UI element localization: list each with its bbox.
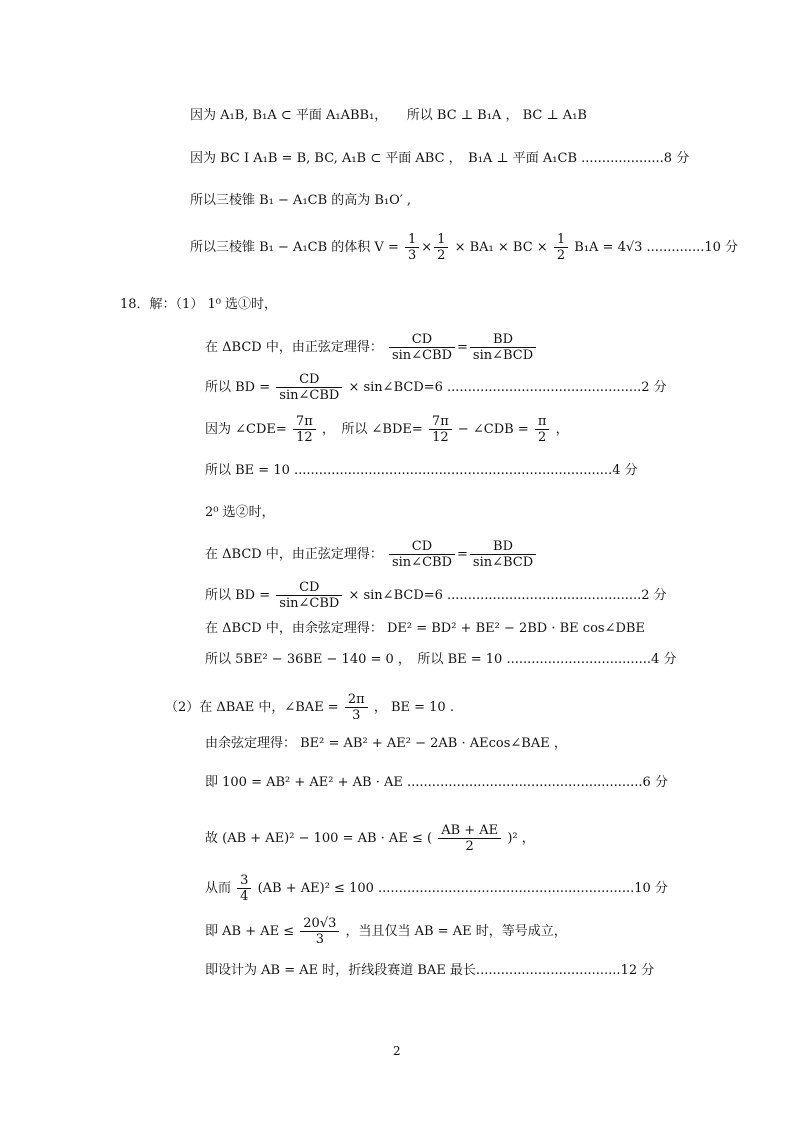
part2-bound: 即 AB + AE ≤ $\frac{20√3}{3}$ ，当且仅当 AB = AE 时，等号成立， (205, 916, 567, 947)
frac-cd-sin-cbd-2: $\frac{CD}{\text{sin∠CBD}}$ (276, 372, 342, 403)
part2-inequality: 故 (AB + AE)² − 100 = AB · AE ≤ ( $\frac{AB + AE}{2}$ )² ， (205, 823, 535, 854)
volume-post: × BA₁ × BC × (454, 240, 548, 255)
line-perp-plane: 因为 BC I A₁B = B, BC, A₁B ⊂ 平面 ABC ， B₁A ⊥ 平面 A₁CB ....................8 分 (190, 151, 690, 166)
case2-be: 所以 5BE² − 36BE − 140 = 0 ， 所以 BE = 10 ...................................4 分 (205, 652, 677, 667)
case2-heading: 2⁰ 选②时， (205, 505, 275, 520)
frac-one-third: $\frac{1}{3}$ (405, 232, 419, 263)
frac-cd-sin-cbd: $\frac{CD}{\text{sin∠CBD}}$ (389, 332, 455, 363)
case1-angles: 因为 ∠CDE= $\frac{7\pi}{12}$ ， 所以 ∠BDE= $\frac{7\pi}{12}$ − ∠CDB = $\frac{\pi}{2}$ ， (205, 414, 569, 445)
line-height: 所以三棱锥 B₁ − A₁CB 的高为 B₁O′ , (190, 193, 412, 208)
case2-sine-law: 在 ΔBCD 中，由正弦定理得： $\frac{CD}{\text{sin∠CBD}}$ = $\frac{BD}{\text{sin∠BCD}}$ (205, 539, 538, 570)
part2-conclusion: 即设计为 AB = AE 时，折线段赛道 BAE 最长...................................12 分 (205, 963, 655, 978)
part2-eq-100: 即 100 = AB² + AE² + AB · AE .........................................................6 分 (205, 775, 668, 790)
part2-cosine-law: 由余弦定理得： BE² = AB² + AE² − 2AB · AEcos∠BAE ， (205, 736, 567, 751)
part2-heading: （2）在 ΔBAE 中，∠BAE = $\frac{2\pi}{3}$ ， BE = 10 . (165, 692, 454, 723)
case2-bd: 所以 BD = $\frac{CD}{\text{sin∠CBD}}$ × sin∠BCD=6 ...............................................2 分 (205, 580, 667, 611)
frac-pi-2: $\frac{\pi}{2}$ (535, 414, 550, 445)
line-volume: 所以三棱锥 B₁ − A₁CB 的体积 V = $\frac{1}{3}$ × $\frac{1}{2}$ × BA₁ × BC × $\frac{1}{2}$ B₁A = 4√3 ..............10 分 (190, 232, 739, 263)
part2-three-quarters: 从而 $\frac{3}{4}$ (AB + AE)² ≤ 100 ..............................................................10 分 (205, 873, 668, 904)
q18-heading: 18．解：（1） 1⁰ 选①时， (120, 297, 278, 312)
frac-2pi-3: $\frac{2\pi}{3}$ (345, 692, 368, 723)
frac-7pi-12-b: $\frac{7\pi}{12}$ (429, 414, 452, 445)
case1-sine-law: 在 ΔBCD 中，由正弦定理得： $\frac{CD}{\text{sin∠CBD}}$ = $\frac{BD}{\text{sin∠BCD}}$ (205, 332, 538, 363)
frac-cd-sin-cbd-3: $\frac{CD}{\text{sin∠CBD}}$ (389, 539, 455, 570)
volume-end: B₁A = 4√3 ..............10 分 (574, 240, 739, 255)
page-number: 2 (393, 1044, 401, 1058)
line-base-plane: 因为 A₁B, B₁A ⊂ 平面 A₁ABB₁， 所以 BC ⊥ B₁A ， BC ⊥ A₁B (190, 108, 587, 123)
case1-be: 所以 BE = 10 .............................................................................4 分 (205, 463, 638, 478)
frac-7pi-12: $\frac{7\pi}{12}$ (293, 414, 316, 445)
frac-cd-sin-cbd-4: $\frac{CD}{\text{sin∠CBD}}$ (276, 580, 342, 611)
frac-one-half: $\frac{1}{2}$ (434, 232, 448, 263)
case1-bd: 所以 BD = $\frac{CD}{\text{sin∠CBD}}$ × sin∠BCD=6 ...............................................2 分 (205, 372, 667, 403)
frac-ab-ae-2: $\frac{AB + AE}{2}$ (438, 823, 501, 854)
frac-20sqrt3-3: $\frac{20√3}{3}$ (300, 916, 339, 947)
frac-one-half-b: $\frac{1}{2}$ (554, 232, 568, 263)
frac-bd-sin-bcd-2: $\frac{BD}{\text{sin∠BCD}}$ (470, 539, 536, 570)
frac-3-4: $\frac{3}{4}$ (237, 873, 251, 904)
frac-bd-sin-bcd: $\frac{BD}{\text{sin∠BCD}}$ (470, 332, 536, 363)
case2-cosine-law: 在 ΔBCD 中，由余弦定理得： DE² = BD² + BE² − 2BD · BE cos∠DBE (205, 621, 645, 636)
volume-pre: 所以三棱锥 B₁ − A₁CB 的体积 V = (190, 240, 399, 255)
